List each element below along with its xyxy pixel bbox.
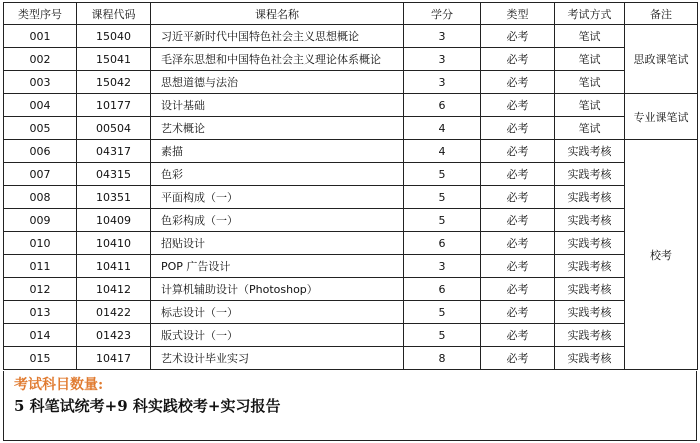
cell-code: 10410 xyxy=(77,232,151,255)
cell-credit: 4 xyxy=(404,140,481,163)
table-row xyxy=(4,25,698,48)
cell-credit: 3 xyxy=(404,71,481,94)
cell-seq: 012 xyxy=(4,278,77,301)
cell-exam: 笔试 xyxy=(555,94,625,117)
cell-type: 必考 xyxy=(481,209,555,232)
cell-name: 版式设计（一） xyxy=(151,324,404,347)
table-row xyxy=(4,117,698,140)
cell-code: 15041 xyxy=(77,48,151,71)
table-row xyxy=(4,347,698,370)
table-row xyxy=(4,94,698,117)
cell-type: 必考 xyxy=(481,324,555,347)
cell-exam: 实践考核 xyxy=(555,209,625,232)
cell-seq: 007 xyxy=(4,163,77,186)
cell-code: 04317 xyxy=(77,140,151,163)
header-credit: 学分 xyxy=(404,3,481,25)
cell-credit: 5 xyxy=(404,324,481,347)
cell-code: 01422 xyxy=(77,301,151,324)
header-code: 课程代码 xyxy=(77,3,151,25)
cell-type: 必考 xyxy=(481,140,555,163)
cell-name: 艺术设计毕业实习 xyxy=(151,347,404,370)
table-row xyxy=(4,163,698,186)
summary-title: 考试科目数量: xyxy=(14,377,104,393)
cell-seq: 003 xyxy=(4,71,77,94)
cell-seq: 004 xyxy=(4,94,77,117)
cell-exam: 笔试 xyxy=(555,71,625,94)
cell-seq: 009 xyxy=(4,209,77,232)
cell-exam: 笔试 xyxy=(555,48,625,71)
cell-exam: 实践考核 xyxy=(555,140,625,163)
cell-type: 必考 xyxy=(481,48,555,71)
cell-name: 素描 xyxy=(151,140,404,163)
cell-credit: 3 xyxy=(404,48,481,71)
cell-name: 计算机辅助设计（Photoshop） xyxy=(151,278,404,301)
cell-type: 必考 xyxy=(481,278,555,301)
header-type: 类型 xyxy=(481,3,555,25)
table-row xyxy=(4,48,698,71)
cell-code: 10177 xyxy=(77,94,151,117)
cell-type: 必考 xyxy=(481,255,555,278)
cell-name: 设计基础 xyxy=(151,94,404,117)
cell-type: 必考 xyxy=(481,25,555,48)
cell-code: 15040 xyxy=(77,25,151,48)
cell-remark: 专业课笔试 xyxy=(625,94,698,140)
cell-exam: 实践考核 xyxy=(555,186,625,209)
cell-seq: 010 xyxy=(4,232,77,255)
cell-seq: 002 xyxy=(4,48,77,71)
cell-credit: 5 xyxy=(404,186,481,209)
exam-summary-box xyxy=(3,371,697,441)
cell-type: 必考 xyxy=(481,186,555,209)
cell-exam: 实践考核 xyxy=(555,163,625,186)
table-row xyxy=(4,71,698,94)
cell-exam: 实践考核 xyxy=(555,255,625,278)
cell-credit: 3 xyxy=(404,255,481,278)
cell-exam: 实践考核 xyxy=(555,301,625,324)
cell-name: 标志设计（一） xyxy=(151,301,404,324)
cell-type: 必考 xyxy=(481,347,555,370)
cell-name: 毛泽东思想和中国特色社会主义理论体系概论 xyxy=(151,48,404,71)
cell-name: 艺术概论 xyxy=(151,117,404,140)
cell-exam: 笔试 xyxy=(555,25,625,48)
cell-name: 平面构成（一） xyxy=(151,186,404,209)
cell-code: 10412 xyxy=(77,278,151,301)
table-header-row xyxy=(4,3,698,25)
cell-credit: 8 xyxy=(404,347,481,370)
table-row xyxy=(4,278,698,301)
cell-type: 必考 xyxy=(481,301,555,324)
cell-code: 15042 xyxy=(77,71,151,94)
cell-name: 色彩 xyxy=(151,163,404,186)
cell-remark: 校考 xyxy=(625,140,698,370)
cell-type: 必考 xyxy=(481,71,555,94)
cell-exam: 笔试 xyxy=(555,117,625,140)
cell-exam: 实践考核 xyxy=(555,347,625,370)
cell-credit: 3 xyxy=(404,25,481,48)
cell-seq: 013 xyxy=(4,301,77,324)
cell-credit: 6 xyxy=(404,278,481,301)
cell-code: 00504 xyxy=(77,117,151,140)
cell-type: 必考 xyxy=(481,94,555,117)
table-row xyxy=(4,232,698,255)
cell-seq: 001 xyxy=(4,25,77,48)
table-row xyxy=(4,255,698,278)
cell-seq: 006 xyxy=(4,140,77,163)
cell-credit: 6 xyxy=(404,232,481,255)
cell-type: 必考 xyxy=(481,232,555,255)
table-row xyxy=(4,140,698,163)
cell-name: POP 广告设计 xyxy=(151,255,404,278)
table-row xyxy=(4,209,698,232)
table-row xyxy=(4,324,698,347)
cell-code: 10417 xyxy=(77,347,151,370)
cell-exam: 实践考核 xyxy=(555,232,625,255)
cell-seq: 011 xyxy=(4,255,77,278)
cell-credit: 5 xyxy=(404,209,481,232)
cell-name: 思想道德与法治 xyxy=(151,71,404,94)
cell-remark: 思政课笔试 xyxy=(625,25,698,94)
table-row xyxy=(4,301,698,324)
header-name: 课程名称 xyxy=(151,3,404,25)
cell-type: 必考 xyxy=(481,117,555,140)
cell-seq: 005 xyxy=(4,117,77,140)
cell-type: 必考 xyxy=(481,163,555,186)
table-row xyxy=(4,186,698,209)
header-seq: 类型序号 xyxy=(4,3,77,25)
header-exam: 考试方式 xyxy=(555,3,625,25)
cell-code: 01423 xyxy=(77,324,151,347)
cell-code: 10351 xyxy=(77,186,151,209)
cell-name: 色彩构成（一） xyxy=(151,209,404,232)
course-table xyxy=(3,2,698,370)
cell-name: 习近平新时代中国特色社会主义思想概论 xyxy=(151,25,404,48)
cell-credit: 5 xyxy=(404,301,481,324)
cell-exam: 实践考核 xyxy=(555,324,625,347)
cell-credit: 4 xyxy=(404,117,481,140)
cell-code: 04315 xyxy=(77,163,151,186)
cell-code: 10411 xyxy=(77,255,151,278)
cell-seq: 014 xyxy=(4,324,77,347)
cell-seq: 015 xyxy=(4,347,77,370)
cell-name: 招贴设计 xyxy=(151,232,404,255)
cell-exam: 实践考核 xyxy=(555,278,625,301)
summary-text: 5 科笔试统考+9 科实践校考+实习报告 xyxy=(14,397,281,415)
cell-code: 10409 xyxy=(77,209,151,232)
cell-credit: 6 xyxy=(404,94,481,117)
cell-credit: 5 xyxy=(404,163,481,186)
header-remark: 备注 xyxy=(625,3,698,25)
cell-seq: 008 xyxy=(4,186,77,209)
